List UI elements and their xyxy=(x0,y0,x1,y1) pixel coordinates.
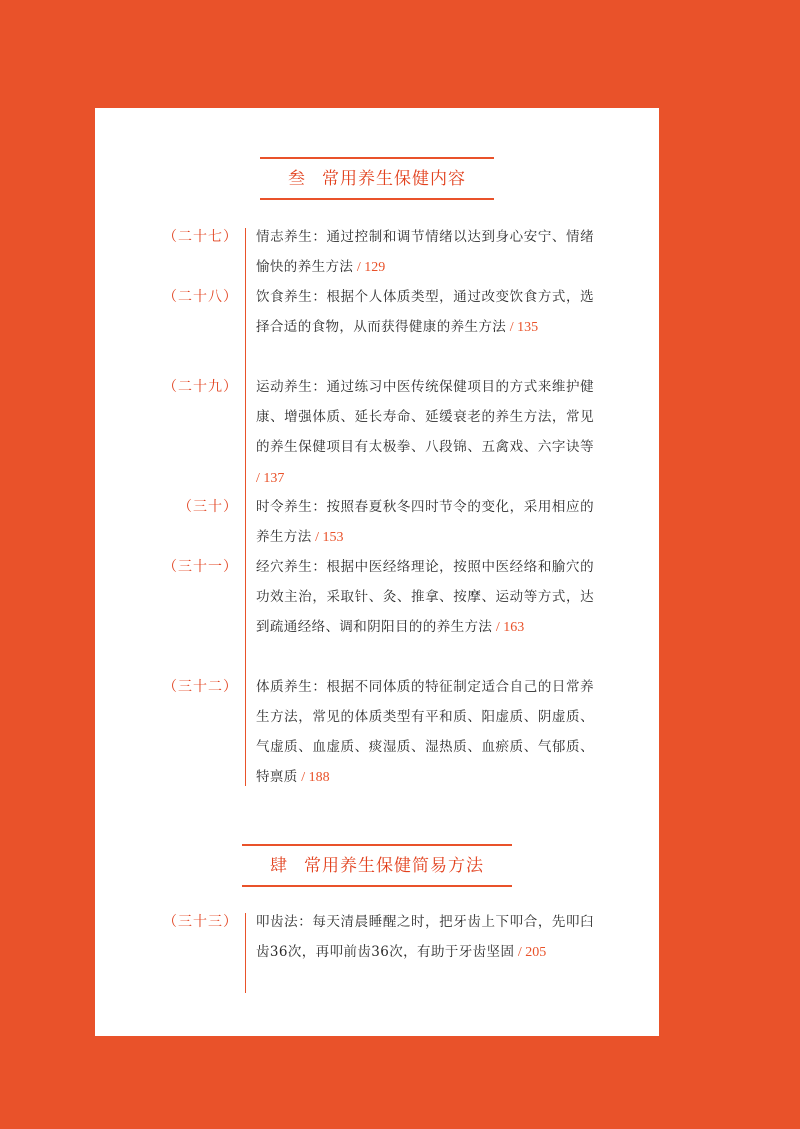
entry-text xyxy=(256,372,594,494)
section-title: 常用养生保健简易方法 xyxy=(304,856,484,876)
entry-text xyxy=(256,672,594,793)
entry-number: （二十九） xyxy=(163,379,238,395)
entry-text xyxy=(256,552,594,643)
entry-description: 饮食养生：根据个人体质类型，通过改变饮食方式，选择合适的食物，从而获得健康的养生方法 xyxy=(256,289,594,335)
entry-text xyxy=(256,282,594,343)
vertical-divider xyxy=(245,913,246,993)
entry-text xyxy=(256,222,594,283)
page-reference: / 188 xyxy=(297,770,330,785)
entry-description: 体质养生：根据不同体质的特征制定适合自己的日常养生方法，常见的体质类型有平和质、阳虚质、阴虚质、气虚质、血虚质、痰湿质、湿热质、血瘀质、气郁质、特禀质 xyxy=(256,679,594,785)
section-title: 常用养生保健内容 xyxy=(322,169,466,189)
page-reference: / 129 xyxy=(353,260,386,275)
entry-text xyxy=(256,492,594,553)
entry-number: （二十八） xyxy=(163,289,238,305)
entry-number: （二十七） xyxy=(163,229,238,245)
entry-description: 经穴养生：根据中医经络理论，按照中医经络和腧穴的功效主治，采取针、灸、推拿、按摩、运动等方式，达到疏通经络、调和阴阳目的的养生方法 xyxy=(256,559,594,635)
entry-number: （三十二） xyxy=(163,679,238,695)
page-reference: / 137 xyxy=(256,471,285,486)
entry-number: （三十三） xyxy=(163,914,238,930)
section-number: 叁 xyxy=(288,169,306,189)
section-title-box xyxy=(242,844,512,887)
page-reference: / 205 xyxy=(514,945,547,960)
section-number: 肆 xyxy=(270,856,288,876)
page-reference: / 135 xyxy=(506,320,539,335)
entry-description: 叩齿法：每天清晨睡醒之时，把牙齿上下叩合，先叩臼齿36次，再叩前齿36次，有助于牙齿坚固 xyxy=(256,914,594,960)
section-heading-4 xyxy=(95,844,659,887)
entry-description: 时令养生：按照春夏秋冬四时节令的变化，采用相应的养生方法 xyxy=(256,499,594,545)
entry-description: 情志养生：通过控制和调节情绪以达到身心安宁、情绪愉快的养生方法 xyxy=(256,229,594,275)
section-title-box xyxy=(260,157,494,200)
page-reference: / 163 xyxy=(492,620,525,635)
entry-number: （三十一） xyxy=(163,559,238,575)
entry-description: 运动养生：通过练习中医传统保健项目的方式来维护健康、增强体质、延长寿命、延缓衰老的养生方法，常见的养生保健项目有太极拳、八段锦、五禽戏、六字诀等 xyxy=(256,379,594,455)
entry-text xyxy=(256,907,594,968)
vertical-divider xyxy=(245,228,246,786)
entry-number: （三十） xyxy=(178,499,238,515)
book-page xyxy=(95,108,659,1036)
section-heading-3 xyxy=(95,157,659,200)
page-reference: / 153 xyxy=(311,530,344,545)
